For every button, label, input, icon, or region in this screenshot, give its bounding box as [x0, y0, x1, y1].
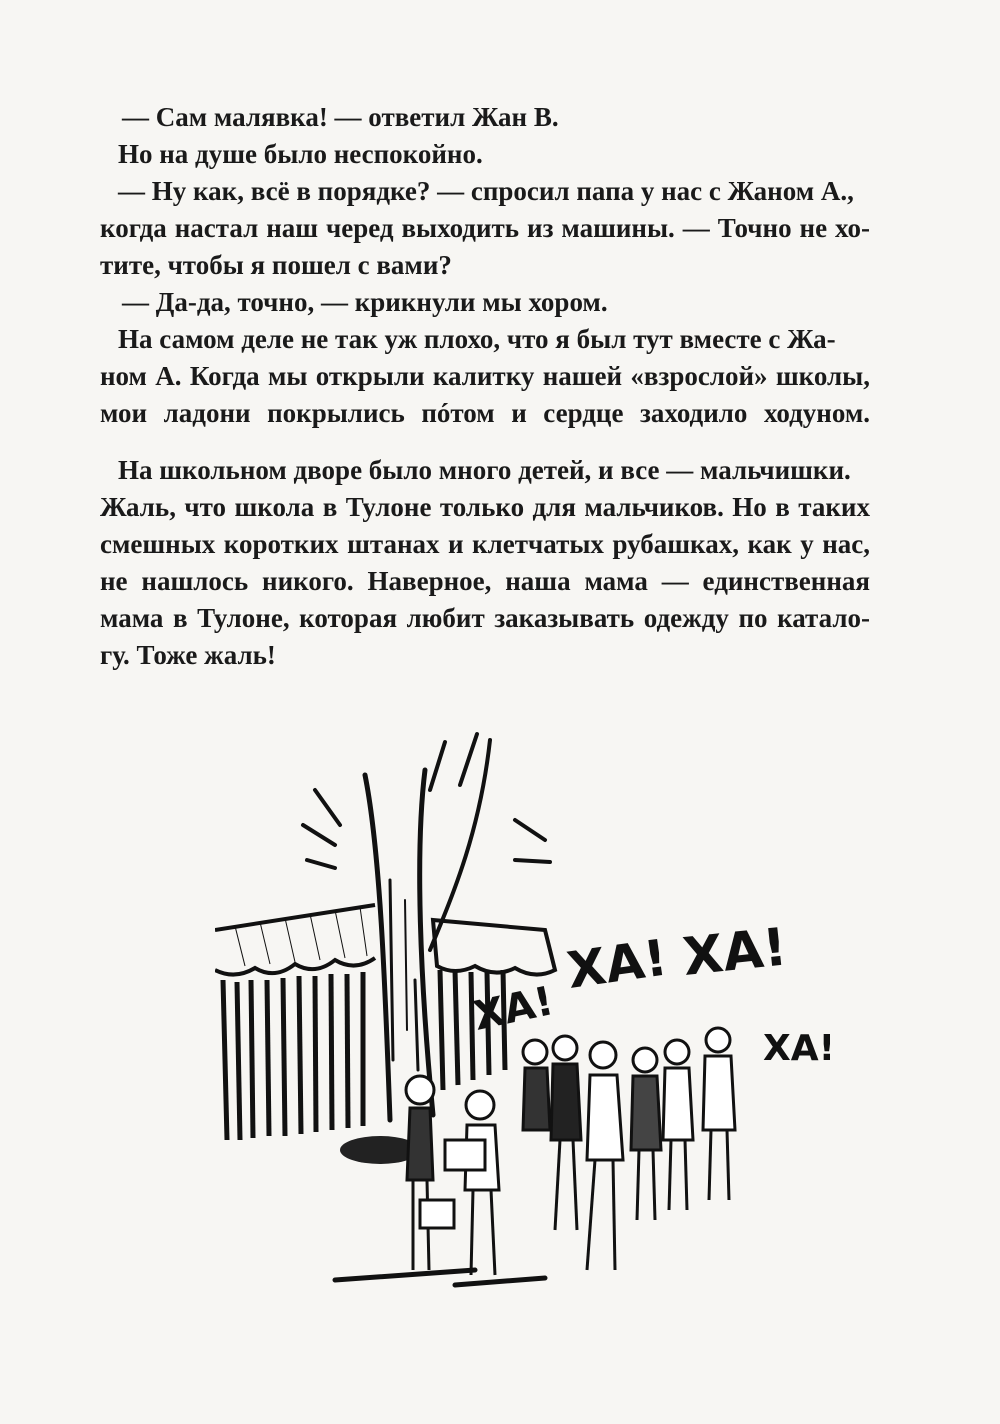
laugh-text: ХА!: [680, 917, 790, 988]
text-line: Жаль, что школа в Тулоне только для мальчиков. Но в таких: [100, 492, 870, 522]
text-line: — Ну как, всё в порядке? — спросил папа у нас с Жаном А.,: [118, 176, 854, 206]
text-line: На самом деле не так уж плохо, что я был тут вместе с Жа-: [118, 324, 836, 354]
text-line: Но на душе было неспокойно.: [118, 139, 483, 169]
story-text: [100, 99, 870, 674]
laughing-boys: [523, 1028, 735, 1270]
text-line: — Сам малявка! — ответил Жан В.: [122, 102, 559, 132]
text-line: мама в Тулоне, которая любит заказывать одежду по катало-: [100, 603, 870, 633]
text-line: На школьном дворе было много детей, и все — мальчишки.: [118, 455, 851, 485]
text-line: не нашлось никого. Наверное, наша мама — единственная: [100, 566, 870, 596]
text-line: смешных коротких штанах и клетчатых рубашках, как у нас,: [100, 529, 870, 559]
text-line: гу. Тоже жаль!: [100, 640, 276, 670]
two-boys: [406, 1076, 499, 1275]
schoolyard-illustration: [215, 730, 855, 1300]
text-line: ном А. Когда мы открыли калитку нашей «взрослой» школы,: [100, 361, 870, 391]
text-line: мои ладони покрылись пóтом и сердце заходило ходуном.: [100, 398, 870, 428]
text-line: тите, чтобы я пошел с вами?: [100, 250, 452, 280]
text-line: — Да-да, точно, — крикнули мы хором.: [122, 287, 608, 317]
motion-lines: [303, 734, 550, 868]
text-line: когда настал наш черед выходить из машины. — Точно не хо-: [100, 213, 870, 243]
laugh-text: ХА!: [763, 1028, 836, 1069]
fence: [223, 970, 505, 1140]
laugh-text: ХА!: [563, 928, 671, 1000]
laugh-text: ХА!: [469, 978, 558, 1040]
